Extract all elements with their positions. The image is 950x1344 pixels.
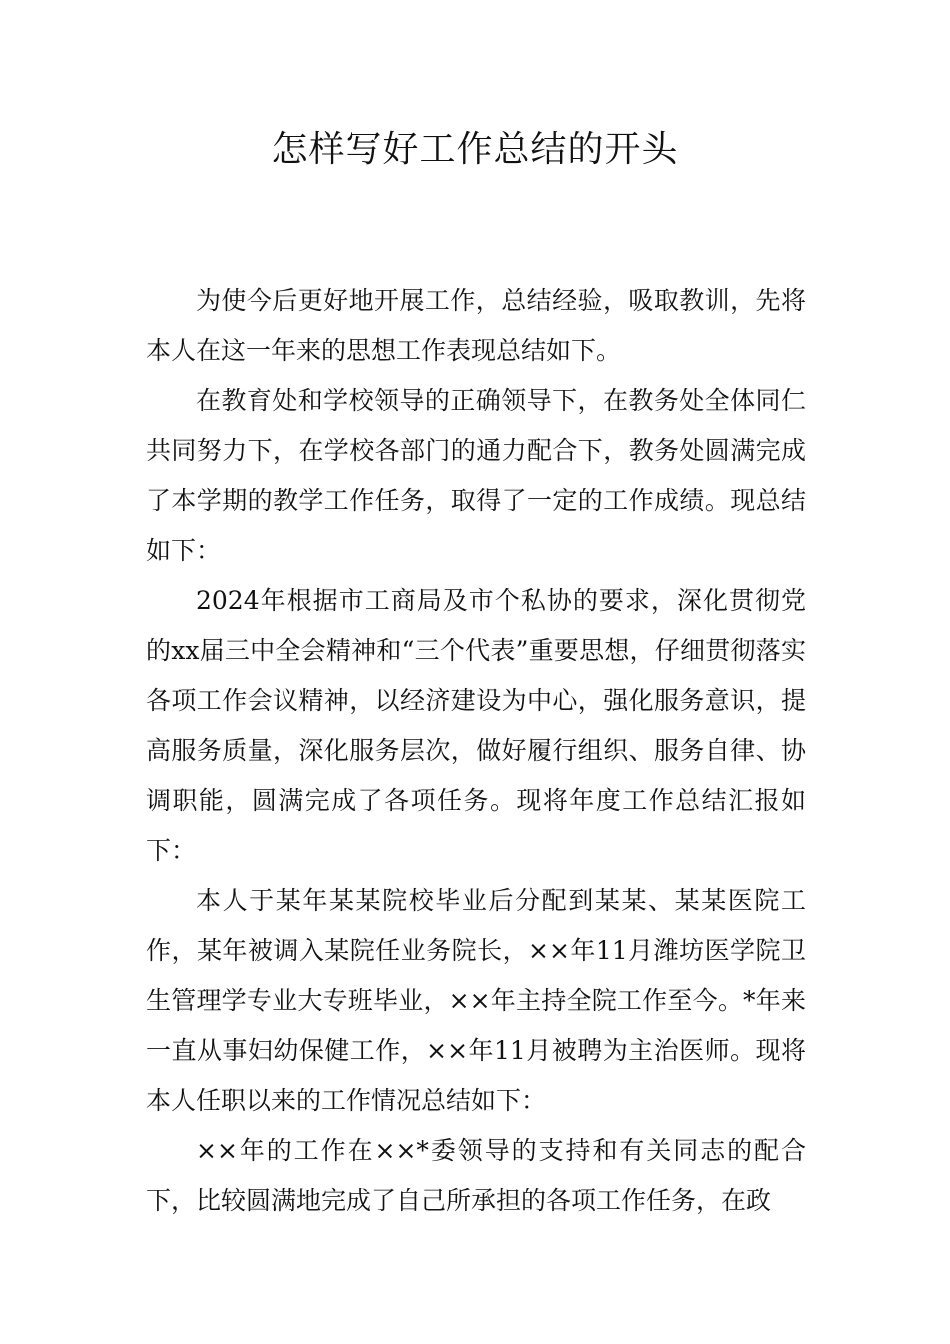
paragraph-1: 为使今后更好地开展工作，总结经验，吸取教训，先将本人在这一年来的思想工作表现总结如下。 [146, 286, 806, 365]
document-title: 怎样写好工作总结的开头 [271, 129, 679, 170]
document-body [146, 276, 806, 1226]
paragraph-2: 在教育处和学校领导的正确领导下，在教务处全体同仁共同努力下，在学校各部门的通力配合下，教务处圆满完成了本学期的教学工作任务，取得了一定的工作成绩。现总结如下： [146, 386, 806, 565]
paragraph-4: 本人于某年某某院校毕业后分配到某某、某某医院工作，某年被调入某院任业务院长，××年11月潍坊医学院卫生管理学专业大专班毕业，××年主持全院工作至今。*年来一直从事妇幼保健工作，××年11月被聘为主治医师。现将本人任职以来的工作情况总结如下： [146, 886, 806, 1115]
paragraph-3: 2024年根据市工商局及市个私协的要求，深化贯彻党的xx届三中全会精神和“三个代表”重要思想，仔细贯彻落实各项工作会议精神，以经济建设为中心，强化服务意识，提高服务质量，深化服务层次，做好履行组织、服务自律、协调职能，圆满完成了各项任务。现将年度工作总结汇报如下： [146, 586, 806, 865]
paragraph-5: ××年的工作在××*委领导的支持和有关同志的配合下，比较圆满地完成了自己所承担的各项工作任务，在政 [146, 1136, 806, 1215]
